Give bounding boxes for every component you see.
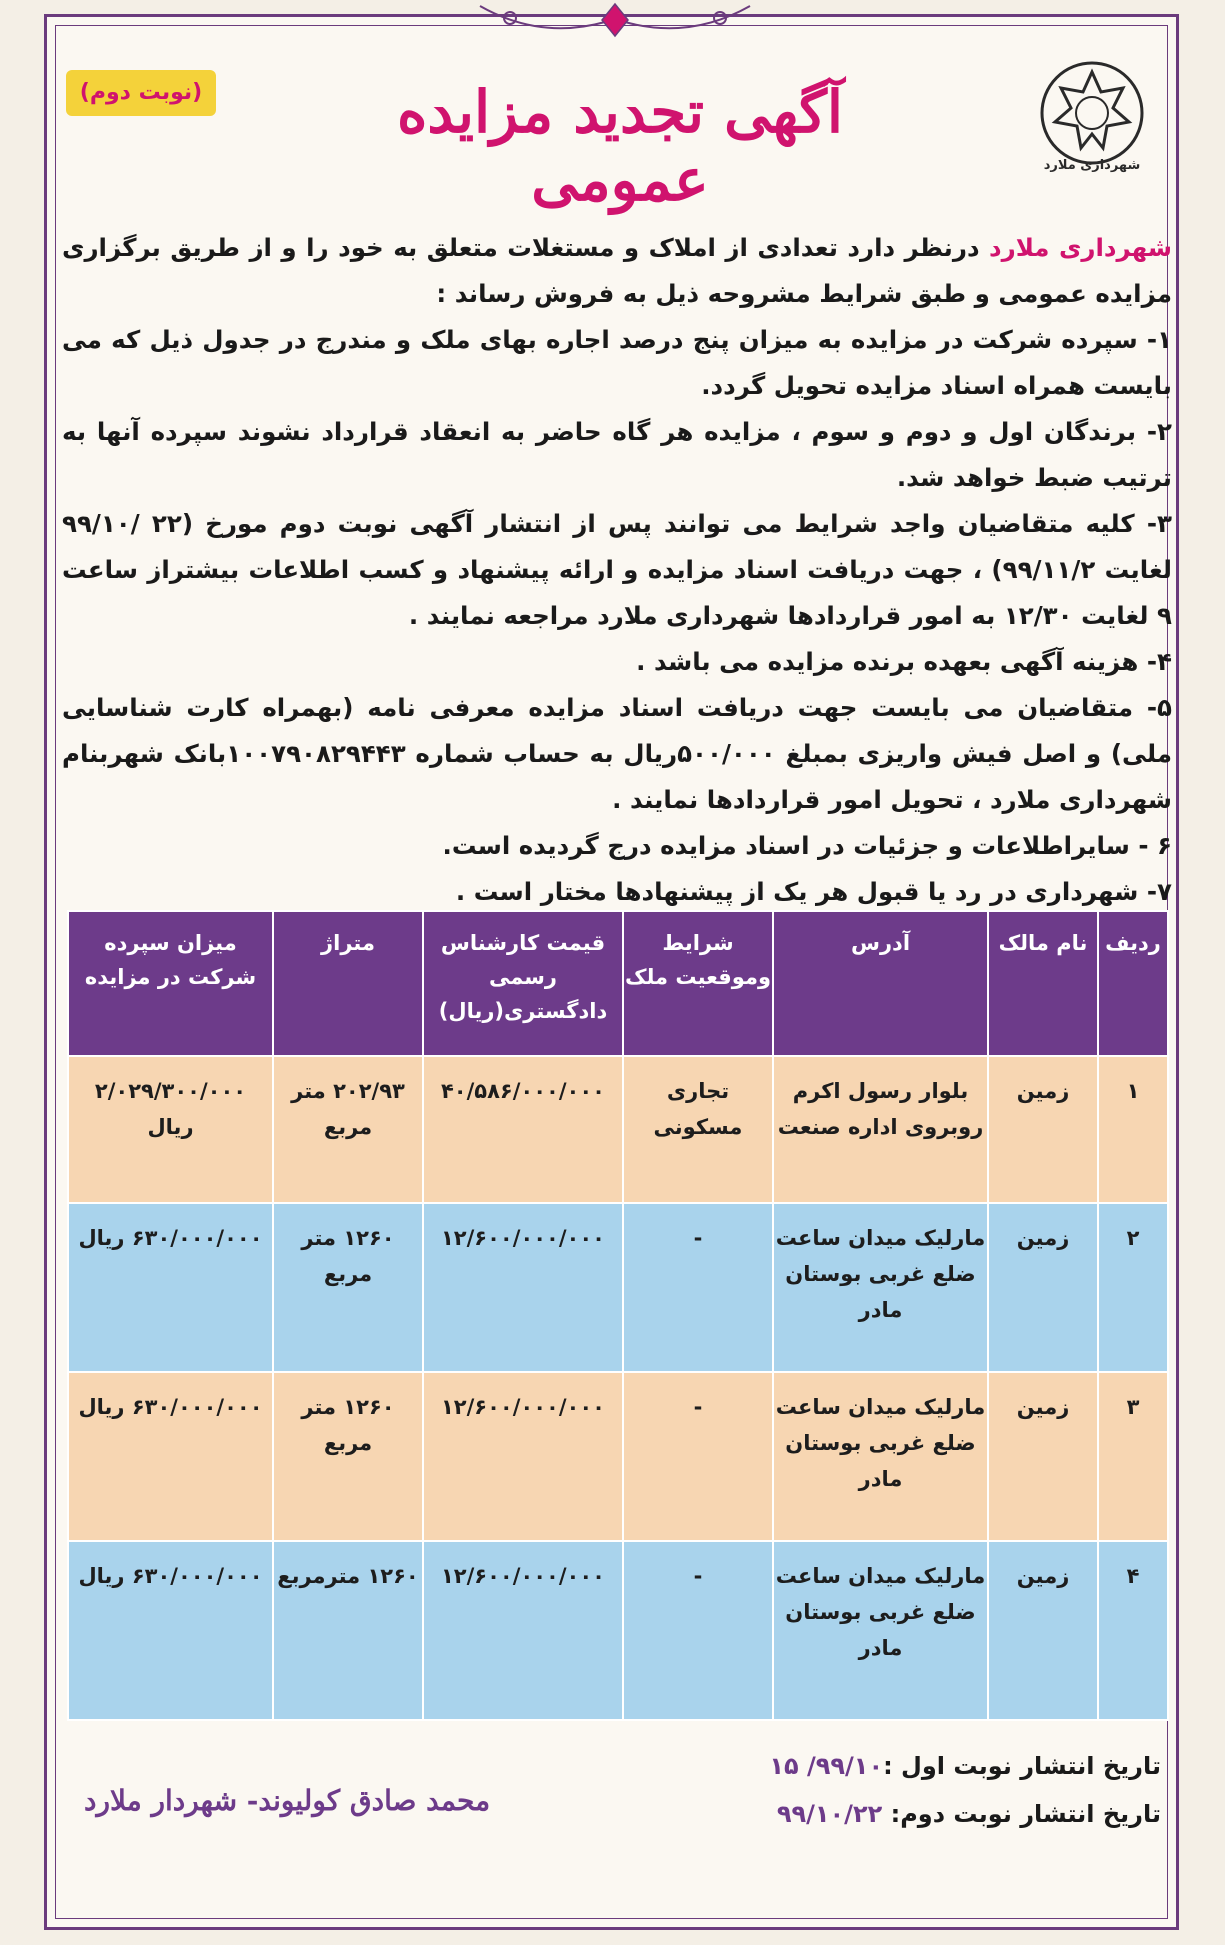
cell-deposit: ۲/۰۲۹/۳۰۰/۰۰۰ ریال: [68, 1056, 273, 1203]
condition-3: ۳- کلیه متقاضیان واجد شرایط می توانند پس از انتشار آگهی نوبت دوم مورخ (۲۲ /۹۹/۱۰ لغایت ۹۹/۱۱/۲) ، جهت دریافت اسناد مزایده و ارائه پیشنهاد و کسب اطلاعات بیشتراز ساعت ۹ لغایت ۱۲/۳۰ به امور قراردادها شهرداری ملارد مراجعه نمایند .: [62, 509, 1173, 630]
table-row: [68, 1372, 1168, 1541]
cell-terms: -: [623, 1372, 773, 1541]
first-pub-label: تاریخ انتشار نوبت اول :: [883, 1752, 1161, 1780]
cell-price: ۱۲/۶۰۰/۰۰۰/۰۰۰: [423, 1203, 623, 1372]
header-price: قیمت کارشناس رسمی دادگستری(ریال): [423, 911, 623, 1056]
round-badge: (نوبت دوم): [66, 70, 216, 116]
mayor-signature: محمد صادق کولیوند- شهردار ملارد: [84, 1784, 491, 1817]
publication-dates: [769, 1742, 1161, 1838]
cell-terms: -: [623, 1541, 773, 1720]
cell-price: ۴۰/۵۸۶/۰۰۰/۰۰۰: [423, 1056, 623, 1203]
table-row: [68, 1541, 1168, 1720]
top-ornament-icon: [470, 0, 760, 46]
properties-table: [67, 910, 1169, 1721]
cell-deposit: ۶۳۰/۰۰۰/۰۰۰ ریال: [68, 1541, 273, 1720]
condition-2: ۲- برندگان اول و دوم و سوم ، مزایده هر گاه حاضر به انعقاد قرارداد نشوند سپرده آنها به ترتیب ضبط خواهد شد.: [62, 417, 1172, 492]
intro-text: درنظر دارد تعدادی از املاک و مستغلات متعلق به خود را و از طریق برگزاری مزایده عمومی و طبق شرایط مشروحه ذیل به فروش رساند :: [62, 233, 1172, 308]
notice-body: [62, 225, 1172, 915]
cell-area: ۱۲۶۰ مترمربع: [273, 1541, 423, 1720]
table-row: [68, 1203, 1168, 1372]
header-terms: شرایط وموقعیت ملک: [623, 911, 773, 1056]
first-publication: [769, 1742, 1161, 1790]
cell-price: ۱۲/۶۰۰/۰۰۰/۰۰۰: [423, 1372, 623, 1541]
cell-deposit: ۶۳۰/۰۰۰/۰۰۰ ریال: [68, 1203, 273, 1372]
cell-terms: -: [623, 1203, 773, 1372]
second-pub-label: تاریخ انتشار نوبت دوم:: [882, 1800, 1161, 1828]
first-pub-date: ۹۹/۱۰/ ۱۵: [769, 1752, 884, 1780]
second-publication: [769, 1790, 1161, 1838]
cell-address: مارلیک میدان ساعت ضلع غربی بوستان مادر: [773, 1372, 988, 1541]
table-header-row: [68, 911, 1168, 1056]
intro-paragraph: [62, 225, 1172, 317]
condition-4: ۴- هزینه آگهی بعهده برنده مزایده می باشد .: [636, 647, 1172, 676]
cell-address: مارلیک میدان ساعت ضلع غربی بوستان مادر: [773, 1541, 988, 1720]
notice-header: [60, 50, 1165, 214]
cell-area: ۱۲۶۰ متر مربع: [273, 1203, 423, 1372]
condition-5: ۵- متقاضیان می بایست جهت دریافت اسناد مزایده معرفی نامه (بهمراه کارت شناسایی ملی) و اصل فیش واریزی بمبلغ ۵۰۰/۰۰۰ریال به حساب شماره ۱۰۰۷۹۰۸۲۹۴۴۳بانک شهربنام شهرداری ملارد ، تحویل امور قراردادها نمایند .: [62, 693, 1172, 814]
cell-row-number: ۳: [1098, 1372, 1168, 1541]
second-pub-date: ۹۹/۱۰/۲۲: [776, 1800, 883, 1828]
cell-owner: زمین: [988, 1203, 1098, 1372]
condition-6: ۶ - سایراطلاعات و جزئیات در اسناد مزایده درج گردیده است.: [442, 831, 1172, 860]
condition-1: ۱- سپرده شرکت در مزایده به میزان پنج درصد اجاره بهای ملک و مندرج در جدول ذیل که می بایست همراه اسناد مزایده تحویل گردد.: [62, 325, 1172, 400]
header-address: آدرس: [773, 911, 988, 1056]
cell-row-number: ۱: [1098, 1056, 1168, 1203]
header-area: متراژ: [273, 911, 423, 1056]
cell-owner: زمین: [988, 1056, 1098, 1203]
cell-address: مارلیک میدان ساعت ضلع غربی بوستان مادر: [773, 1203, 988, 1372]
cell-owner: زمین: [988, 1541, 1098, 1720]
header-deposit: میزان سپرده شرکت در مزایده: [68, 911, 273, 1056]
cell-area: ۱۲۶۰ متر مربع: [273, 1372, 423, 1541]
table-row: [68, 1056, 1168, 1203]
header-row-number: ردیف: [1098, 911, 1168, 1056]
cell-price: ۱۲/۶۰۰/۰۰۰/۰۰۰: [423, 1541, 623, 1720]
cell-row-number: ۴: [1098, 1541, 1168, 1720]
logo-caption: شهرداری ملارد: [1043, 158, 1141, 173]
cell-address: بلوار رسول اکرم روبروی اداره صنعت: [773, 1056, 988, 1203]
cell-area: ۲۰۲/۹۳ متر مربع: [273, 1056, 423, 1203]
cell-row-number: ۲: [1098, 1203, 1168, 1372]
header-owner: نام مالک: [988, 911, 1098, 1056]
cell-terms: تجاری مسکونی: [623, 1056, 773, 1203]
cell-deposit: ۶۳۰/۰۰۰/۰۰۰ ریال: [68, 1372, 273, 1541]
notice-title: آگهی تجدید مزایده عمومی: [397, 78, 843, 214]
condition-7: ۷- شهرداری در رد یا قبول هر یک از پیشنهادها مختار است .: [455, 877, 1172, 906]
org-name: شهرداری ملارد: [989, 233, 1172, 262]
municipality-logo-icon: [1037, 58, 1147, 168]
cell-owner: زمین: [988, 1372, 1098, 1541]
